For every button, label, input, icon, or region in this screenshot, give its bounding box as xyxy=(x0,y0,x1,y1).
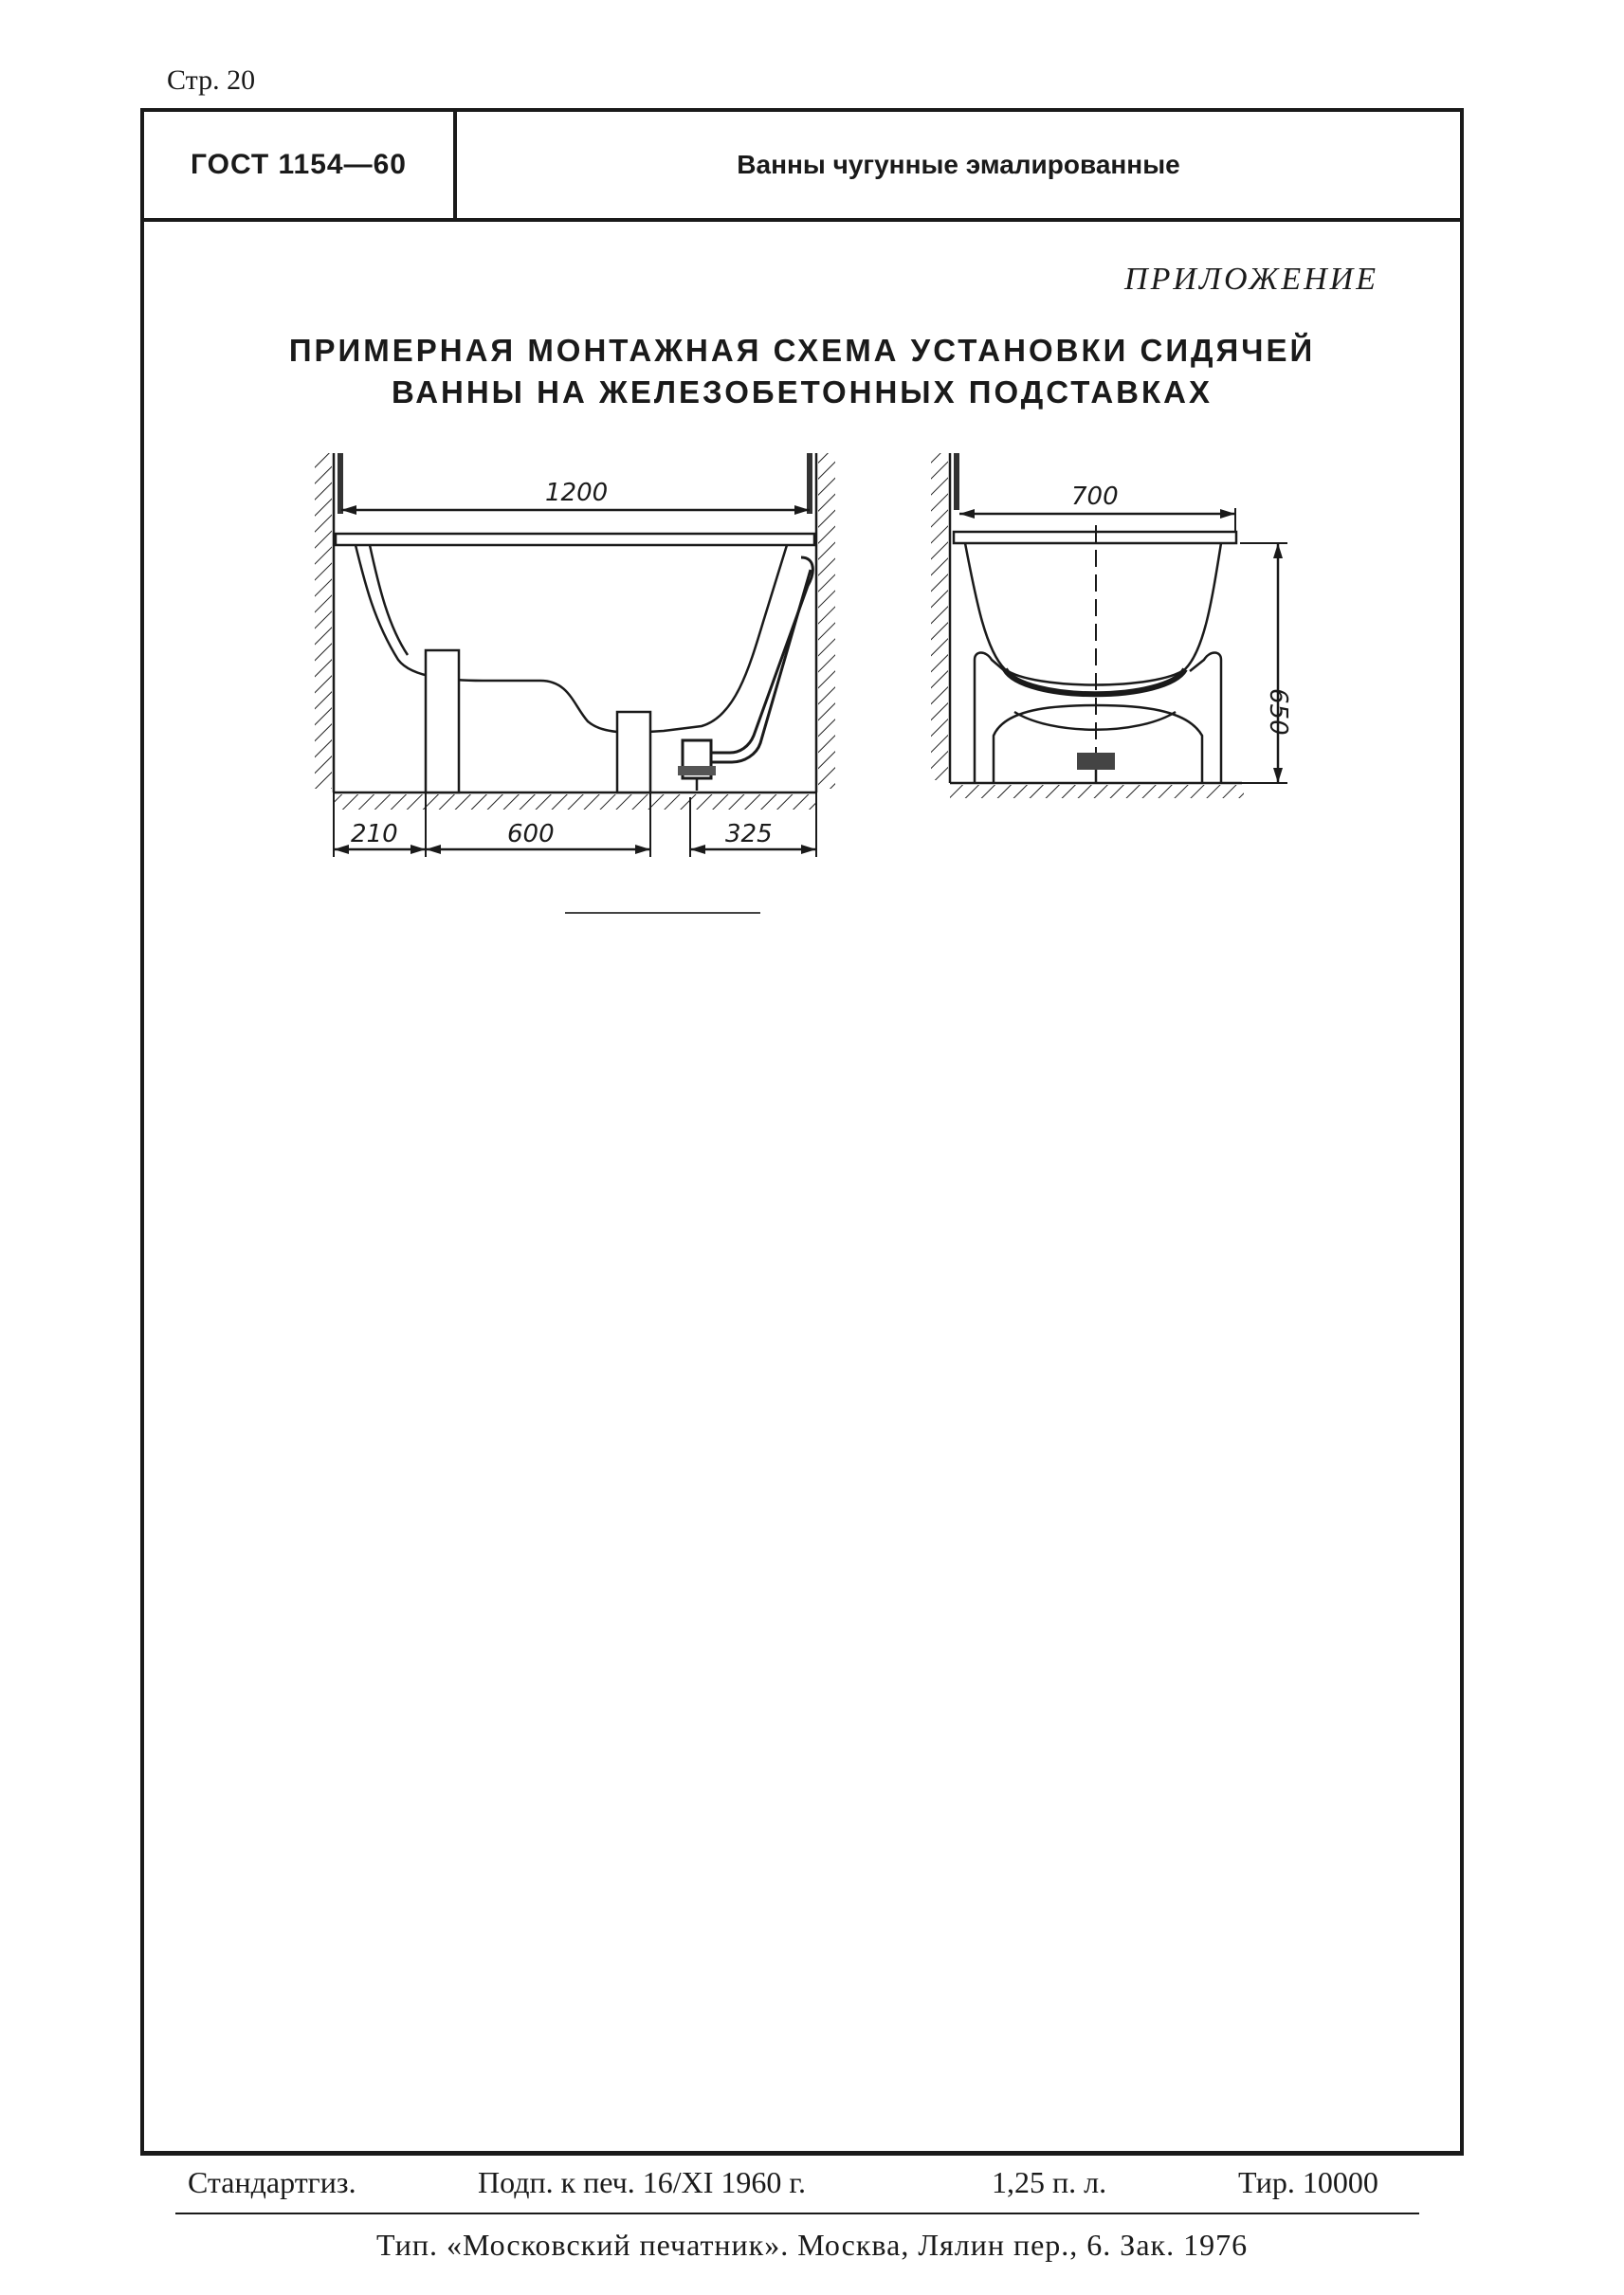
side-view xyxy=(315,453,835,857)
standard-title: Ванны чугунные эмалированные xyxy=(737,150,1180,179)
overflow-pipe xyxy=(697,557,812,753)
title-line-1: ПРИМЕРНАЯ МОНТАЖНАЯ СХЕМА УСТАНОВКИ СИДЯЧЕЙ xyxy=(288,333,1316,368)
dim-325: 325 xyxy=(725,820,773,848)
right-wall xyxy=(818,453,835,789)
printer-line: Тип. «Московский печатник». Москва, Лялин пер., 6. Зак. 1976 xyxy=(375,2228,1249,2262)
end-left-wall xyxy=(931,453,948,780)
side-floor xyxy=(334,794,816,810)
title-line-2: ВАННЫ НА ЖЕЛЕЗОБЕТОННЫХ ПОДСТАВКАХ xyxy=(392,374,1213,410)
dim-210: 210 xyxy=(351,820,398,848)
end-tub-body xyxy=(965,543,1221,685)
imprint-rule xyxy=(175,2213,1419,2214)
dim-1200: 1200 xyxy=(545,479,609,507)
imprint-signed: Подп. к печ. 16/XI 1960 г. xyxy=(478,2165,806,2199)
imprint-line xyxy=(188,2159,1420,2207)
support-right xyxy=(617,712,650,792)
standard-code: ГОСТ 1154—60 xyxy=(144,112,457,218)
installation-drawing xyxy=(171,337,1308,878)
dim-700: 700 xyxy=(1071,483,1119,511)
imprint-print-run: Тир. 10000 xyxy=(1238,2165,1378,2199)
separator-rule xyxy=(565,912,760,914)
end-drain xyxy=(1077,753,1115,770)
tub-rim xyxy=(336,534,814,545)
header-row xyxy=(144,112,1460,222)
tub-body xyxy=(356,545,787,733)
dim-600: 600 xyxy=(507,820,555,848)
imprint-volume: 1,25 п. л. xyxy=(992,2165,1107,2199)
installation-drawing-svg xyxy=(171,337,1308,878)
dim-650: 650 xyxy=(1264,688,1292,736)
support-left xyxy=(426,650,459,792)
left-wall xyxy=(315,453,332,789)
page-number: Стр. 20 xyxy=(167,64,256,96)
appendix-label: ПРИЛОЖЕНИЕ xyxy=(1124,262,1378,297)
imprint-publisher: Стандартгиз. xyxy=(188,2165,356,2199)
end-floor xyxy=(950,785,1244,798)
